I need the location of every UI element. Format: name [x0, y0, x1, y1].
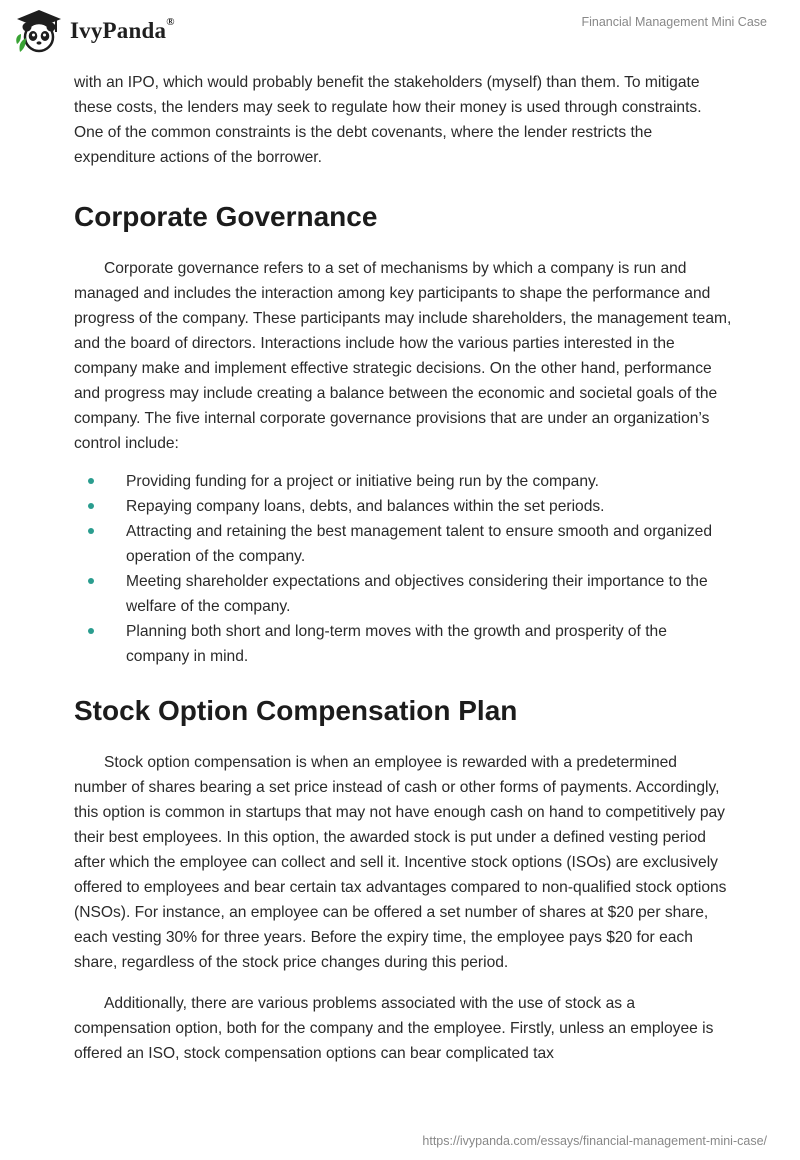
essay-content — [74, 70, 734, 1066]
list-item — [74, 619, 734, 669]
bullet-icon — [88, 578, 94, 584]
list-item — [74, 469, 734, 494]
list-item-text: Providing funding for a project or initiative being run by the company. — [126, 473, 599, 490]
document-title: Financial Management Mini Case — [581, 15, 767, 29]
logo-wordmark — [70, 18, 175, 44]
logo-text: IvyPanda — [70, 18, 167, 43]
stock-option-paragraph-1: Stock option compensation is when an employee is rewarded with a predetermined number of shares bearing a set price instead of cash or other forms of payments. Accordingly, this option is common in startups that may not have enough cash on hand to competitively pay their best employees. In this option, the awarded stock is put under a defined vesting period after which the employee can collect and sell it. Incentive stock options (ISOs) are exclusively offered to employees and bear certain tax advantages compared to non-qualified stock options (NSOs). For instance, an employee can be offered a set number of shares at $20 per share, each vesting 30% for three years. Before the expiry time, the employee pays $20 for each share, regardless of the stock price changes during this period. — [74, 754, 727, 971]
list-item — [74, 494, 734, 519]
list-item — [74, 519, 734, 569]
list-item — [74, 569, 734, 619]
list-item-text: Repaying company loans, debts, and balances within the set periods. — [126, 498, 605, 515]
heading-corporate-governance: Corporate Governance — [74, 201, 378, 232]
corporate-governance-paragraph: Corporate governance refers to a set of mechanisms by which a company is run and managed and includes the interaction among key participants to shape the performance and progress of the company. These participants may include shareholders, the management team, and the board of directors. Interactions include how the various parties interested in the company make and implement effective strategic decisions. On the other hand, performance and progress may include creating a balance between the economic and societal goals of the company. The five internal corporate governance provisions that are under an organization’s control include: — [74, 260, 732, 452]
intro-paragraph: with an IPO, which would probably benefit the stakeholders (myself) than them. To mitigate these costs, the lenders may seek to regulate how their money is used through constraints. One of the common constraints is the debt covenants, where the lender restricts the expenditure actions of the borrower. — [74, 74, 702, 166]
stock-option-paragraph-2: Additionally, there are various problems associated with the use of stock as a compensation option, both for the company and the employee. Firstly, unless an employee is offered an ISO, stock compensation options can bear complicated tax — [74, 995, 714, 1062]
list-item-text: Planning both short and long-term moves with the growth and prosperity of the company in mind. — [126, 623, 667, 665]
governance-provisions-list — [74, 469, 734, 669]
panda-graduate-icon — [14, 8, 64, 54]
bullet-icon — [88, 478, 94, 484]
list-item-text: Meeting shareholder expectations and objectives considering their importance to the welfare of the company. — [126, 573, 708, 615]
list-item-text: Attracting and retaining the best management talent to ensure smooth and organized operation of the company. — [126, 523, 713, 565]
bullet-icon — [88, 528, 94, 534]
ivypanda-logo[interactable] — [14, 8, 175, 54]
bullet-icon — [88, 628, 94, 634]
page-header — [0, 0, 800, 62]
source-url[interactable]: https://ivypanda.com/essays/financial-management-mini-case/ — [422, 1134, 767, 1148]
heading-stock-option-plan: Stock Option Compensation Plan — [74, 695, 518, 726]
registered-mark: ® — [166, 16, 175, 28]
paragraph-spacer — [74, 975, 734, 991]
bullet-icon — [88, 503, 94, 509]
